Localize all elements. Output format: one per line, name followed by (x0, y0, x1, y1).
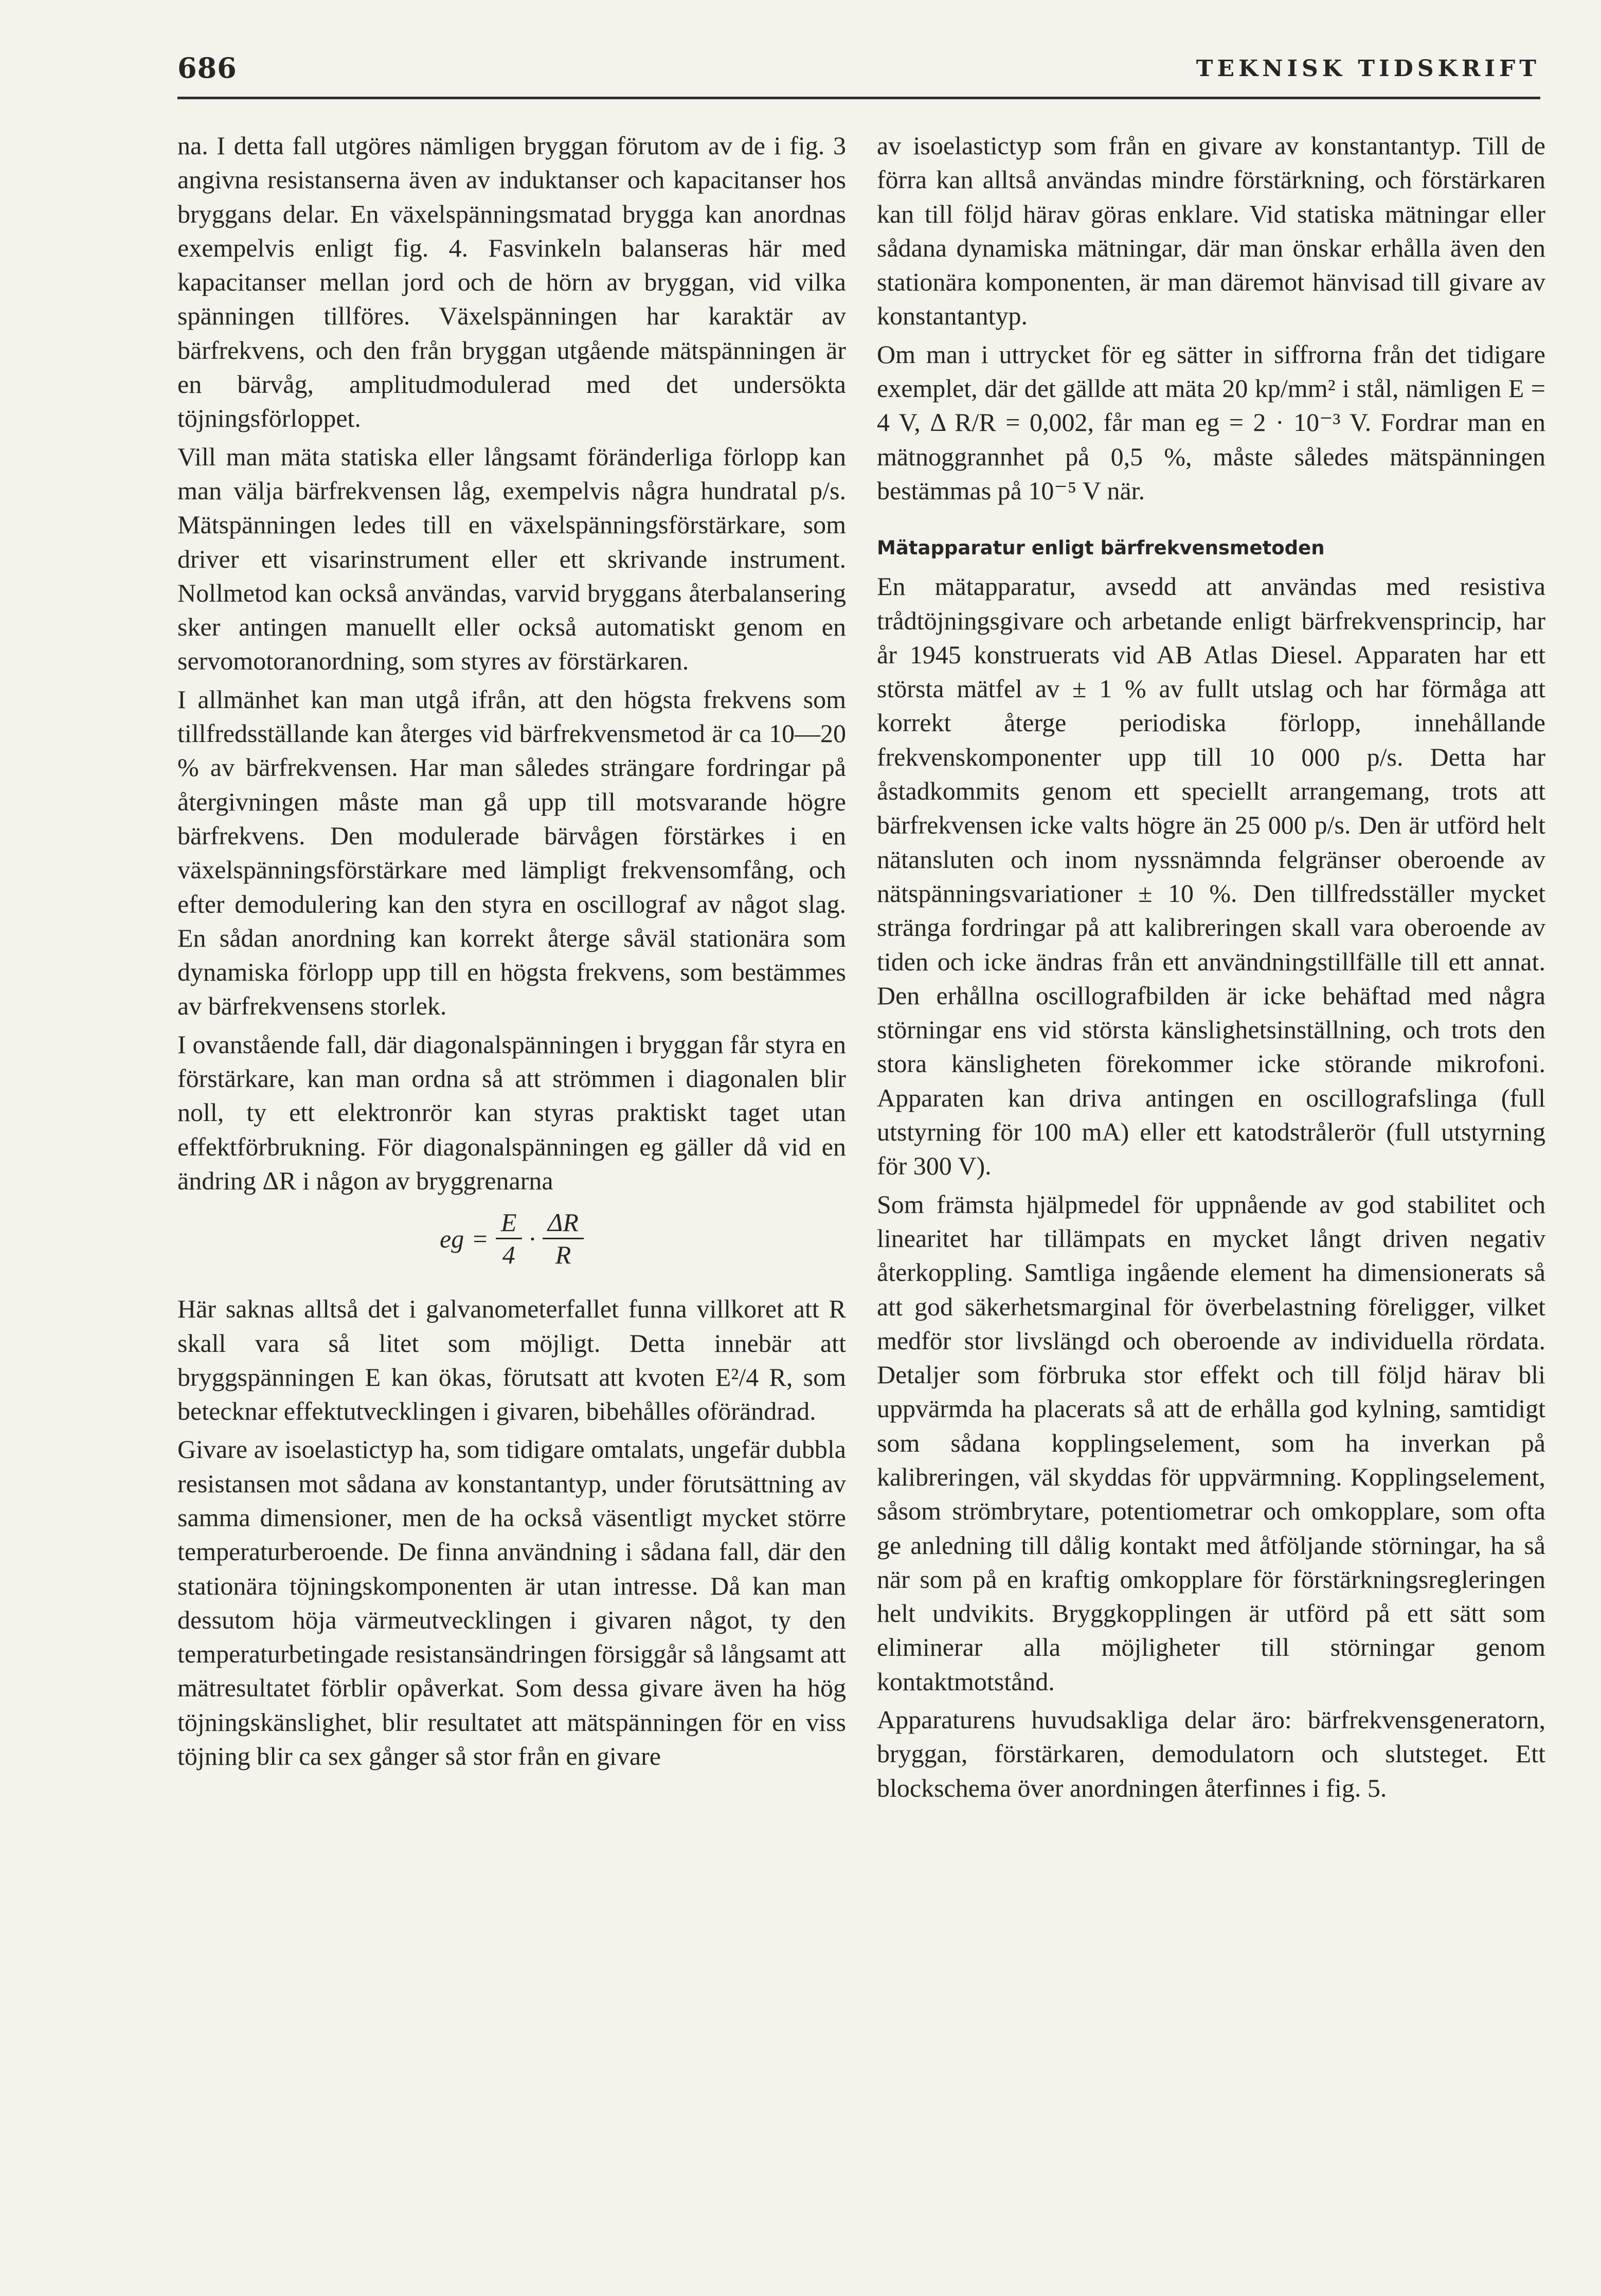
paragraph: Om man i uttrycket för eg sätter in siffrorna från det tidigare exemplet, där det gällde att mäta 20 kp/mm² i stål, nämligen E = 4 V, Δ R/R = 0,002, får man eg = 2 · 10⁻³ V. Fordrar man en mätnoggrannhet på 0,5 %, måste således mätspänningen bestämmas på 10⁻⁵ V när. (877, 339, 1545, 505)
paragraph: Som främsta hjälpmedel för uppnående av god stabilitet och linearitet har tillämpats en mycket långt driven negativ återkoppling. Samtliga ingående element ha dimensionerats så att god säkerhetsmarginal för överbelastning föreligger, vilket medför stor livslängd och oberoende av individuella rördata. Detaljer som förbruka stor effekt och till följd härav bli uppvärmda ha placerats så att de erhålla god kylning, samtidigt som sådana kopplingselement, som ha inverkan på kalibreringen, väl skyddas för uppvärmning. Kopplingselement, såsom strömbrytare, potentiometrar och omkopplare, som ofta ge anledning till dålig kontakt med åtföljande störningar, ha så när som på en kraftig omkopplare för förstärkningsregleringen helt undvikits. Bryggkopplingen är utförd på ett sätt som eliminerar alla möjligheter till störningar genom kontaktmotstånd. (877, 1189, 1545, 1696)
paragraph: Här saknas alltså det i galvanometerfallet funna villkoret att R skall vara så litet som möjligt. Detta innebär att bryggspänningen E kan ökas, förutsatt att kvoten E²/4 R, som betecknar effektutvecklingen i givaren, bibehålles oförändrad. (177, 1294, 846, 1426)
paragraph: na. I detta fall utgöres nämligen bryggan förutom av de i fig. 3 angivna resistanserna även av induktanser och kapacitanser hos bryggans delar. En växelspänningsmatad brygga kan anordnas exempelvis enligt fig. 4. Fasvinkeln balanseras här med kapacitanser mellan jord och de hörn av bryggan, vid vilka spänningen tillföres. Växelspänningen har karaktär av bärfrekvens, och den från bryggan utgående mätspänningen är en bärvåg, amplitudmodulerad med det undersökta töjningsförloppet. (177, 131, 846, 433)
fraction-numerator: E (496, 1207, 522, 1239)
header-rule (177, 97, 1540, 99)
fraction-dr-over-r (543, 1207, 584, 1270)
journal-title: TEKNISK TIDSKRIFT (1196, 56, 1540, 82)
right-column (877, 129, 1545, 1805)
paragraph: I allmänhet kan man utgå ifrån, att den högsta frekvens som tillfredsställande kan återges vid bärfrekvensmetod är ca 10—20 % av bärfrekvensen. Har man således strängare fordringar på återgivningen måste man gå upp till motsvarande högre bärfrekvens. Den modulerade bärvågen förstärkes i en växelspänningsförstärkare med lämpligt frekvensomfång, och efter demodulering kan den styra en oscillograf av något slag. En sådan anordning kan korrekt återge såväl stationära som dynamiska förlopp upp till en högsta frekvens, som bestämmes av bärfrekvensens storlek. (177, 684, 846, 1021)
section-heading: Mätapparatur enligt bärfrekvensmetoden (877, 537, 1325, 559)
formula (177, 1207, 846, 1270)
fraction-e-over-4 (496, 1207, 522, 1270)
paragraph: Apparaturens huvudsakliga delar äro: bärfrekvensgeneratorn, bryggan, förstärkaren, demodulatorn och slutsteget. Ett blockschema över anordningen återfinnes i fig. 5. (877, 1705, 1545, 1802)
page-number: 686 (177, 51, 237, 84)
paragraph: I ovanstående fall, där diagonalspänningen i bryggan får styra en förstärkare, kan man ordna så att strömmen i diagonalen blir noll, ty ett elektronrör kan styras praktiskt taget utan effektförbrukning. För diagonalspänningen eg gäller då vid en ändring ΔR i någon av bryggrenarna (177, 1029, 846, 1195)
paragraph: En mätapparatur, avsedd att användas med resistiva trådtöjningsgivare och arbetande enligt bärfrekvensprincip, har år 1945 konstruerats vid AB Atlas Diesel. Apparaten har ett största mätfel av ± 1 % av fullt utslag och har förmåga att korrekt återge periodiska förlopp, innehållande frekvenskomponenter upp till 10 000 p/s. Detta har åstadkommits genom ett speciellt arrangemang, trots att bärfrekvensen icke valts högre än 25 000 p/s. Den är utförd helt nätansluten och inom nyssnämnda felgränser oberoende av nätspänningsvariationer ± 10 %. Den tillfredsställer mycket stränga fordringar på att kalibreringen skall vara oberoende av tiden och icke ändras från ett användningstillfälle till ett annat. Den erhållna oscillografbilden är icke behäftad med några störningar ens vid största känslighetsinställning, och trots den stora känsligheten förekommer icke störande mikrofoni. Apparaten kan driva antingen en oscillografslinga (full utstyrning för 100 mA) eller ett katodstrålerör (full utstyrning för 300 V). (877, 572, 1545, 1181)
fraction-numerator: ΔR (543, 1207, 584, 1239)
paragraph: Vill man mäta statiska eller långsamt föränderliga förlopp kan man välja bärfrekvensen låg, exempelvis några hundratal p/s. Mätspänningen ledes till en växelspänningsförstärkare, som driver ett visarinstrument eller ett skrivande instrument. Nollmetod kan också användas, varvid bryggans återbalansering sker antingen manuellt eller också automatiskt genom en servomotoranordning, som styres av förstärkaren. (177, 442, 846, 676)
fraction-denominator: 4 (502, 1240, 515, 1270)
left-column (177, 129, 846, 1773)
page-header (177, 41, 1540, 98)
formula-dot: · (529, 1224, 536, 1253)
formula-equals: = (471, 1224, 489, 1253)
formula-lhs: eg (440, 1224, 464, 1253)
paragraph: Givare av isoelastictyp ha, som tidigare omtalats, ungefär dubbla resistansen mot sådana av konstantantyp, under förutsättning av samma dimensioner, men de ha också väsentligt mycket större temperaturberoende. De finna användning i sådana fall, där den stationära töjningskomponenten är utan intresse. Då kan man dessutom höja värmeutvecklingen i givaren något, ty den temperaturbetingade resistansändringen försiggår så långsamt att mätresultatet förblir opåverkat. Som dessa givare även ha hög töjningskänslighet, blir resultatet att mätspänningen för en viss töjning blir ca sex gånger så stor från en givare (177, 1435, 846, 1771)
fraction-denominator: R (555, 1240, 571, 1270)
paragraph: av isoelastictyp som från en givare av konstantantyp. Till de förra kan alltså användas mindre förstärkning, och förstärkaren kan till följd härav göras enklare. Vid statiska mätningar eller sådana dynamiska mätningar, där man önskar erhålla även den stationära komponenten, är man däremot hänvisad till givare av konstantantyp. (877, 131, 1545, 331)
